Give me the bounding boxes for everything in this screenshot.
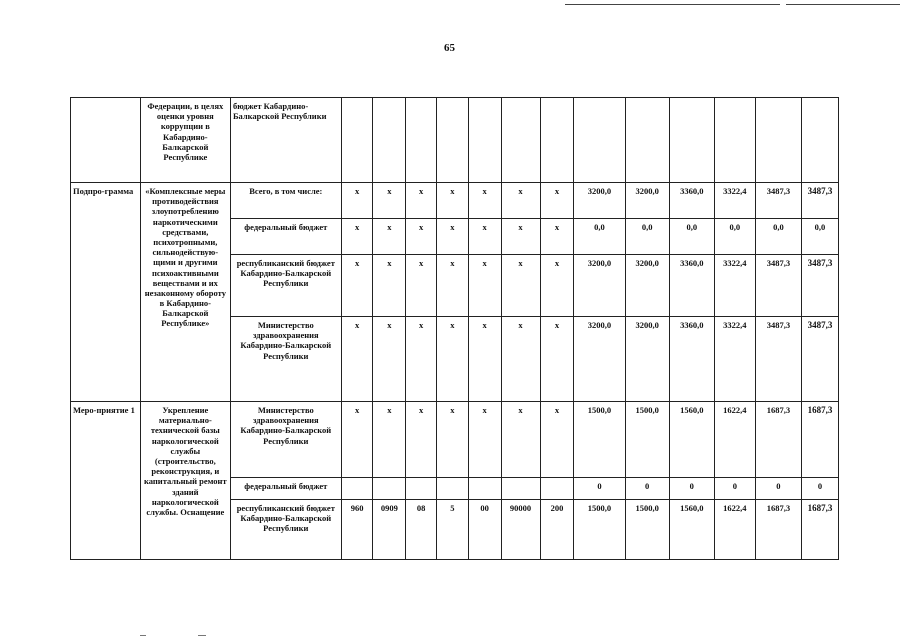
amount-cell	[574, 98, 625, 183]
amount-cell: 0,0	[755, 219, 801, 255]
funding-source-cell: федеральный бюджет	[230, 478, 341, 500]
amount-cell	[714, 98, 755, 183]
code-cell: х	[540, 402, 574, 478]
table-row	[71, 402, 839, 478]
amount-cell: 3487,3	[801, 317, 838, 402]
amount-cell: 0	[714, 478, 755, 500]
code-cell: х	[437, 183, 469, 219]
amount-cell: 3487,3	[755, 255, 801, 317]
funding-source-cell: республиканский бюджет Кабардино-Балкарской Республики	[230, 255, 341, 317]
amount-cell: 1687,3	[755, 402, 801, 478]
amount-cell: 1560,0	[669, 402, 714, 478]
budget-table	[70, 97, 839, 560]
code-cell: х	[501, 219, 540, 255]
amount-cell: 1687,3	[801, 402, 838, 478]
amount-cell: 1500,0	[574, 500, 625, 560]
code-cell: х	[341, 402, 373, 478]
code-cell: х	[341, 317, 373, 402]
code-cell	[540, 478, 574, 500]
amount-cell: 3200,0	[574, 183, 625, 219]
code-cell: х	[373, 317, 406, 402]
code-cell: х	[468, 183, 501, 219]
funding-source-cell: Министерство здравоохранения Кабардино-Балкарской Республики	[230, 402, 341, 478]
amount-cell: 3322,4	[714, 317, 755, 402]
funding-source-cell: Всего, в том числе:	[230, 183, 341, 219]
amount-cell: 3200,0	[625, 183, 669, 219]
code-cell: х	[437, 317, 469, 402]
code-cell: х	[437, 255, 469, 317]
code-cell: х	[406, 255, 437, 317]
code-cell: х	[406, 317, 437, 402]
amount-cell: 3487,3	[801, 255, 838, 317]
amount-cell	[669, 98, 714, 183]
code-cell: х	[341, 183, 373, 219]
code-cell: х	[406, 402, 437, 478]
code-cell: х	[540, 219, 574, 255]
amount-cell: 0,0	[574, 219, 625, 255]
amount-cell: 3322,4	[714, 255, 755, 317]
code-cell: х	[540, 255, 574, 317]
amount-cell: 3487,3	[755, 183, 801, 219]
amount-cell: 0,0	[801, 219, 838, 255]
funding-source-cell: Министерство здравоохранения Кабардино-Балкарской Республики	[230, 317, 341, 402]
amount-cell	[625, 98, 669, 183]
code-cell: х	[373, 402, 406, 478]
amount-cell: 1687,3	[755, 500, 801, 560]
table-row	[71, 98, 839, 183]
code-cell: х	[373, 219, 406, 255]
amount-cell: 0,0	[714, 219, 755, 255]
amount-cell: 0,0	[669, 219, 714, 255]
code-cell: х	[501, 255, 540, 317]
code-cell: х	[341, 219, 373, 255]
code-cell: х	[540, 317, 574, 402]
amount-cell: 3200,0	[574, 255, 625, 317]
code-cell: 960	[341, 500, 373, 560]
code-cell: х	[468, 255, 501, 317]
amount-cell: 1500,0	[625, 402, 669, 478]
code-cell	[501, 98, 540, 183]
code-cell: 08	[406, 500, 437, 560]
amount-cell: 0	[801, 478, 838, 500]
amount-cell: 3487,3	[801, 183, 838, 219]
table-row	[71, 183, 839, 219]
code-cell: х	[373, 183, 406, 219]
page-number: 65	[444, 42, 455, 54]
funding-source-cell: федеральный бюджет	[230, 219, 341, 255]
code-cell	[501, 478, 540, 500]
amount-cell: 0	[574, 478, 625, 500]
code-cell	[437, 478, 469, 500]
section-cell: Меро-приятие 1	[71, 402, 141, 560]
code-cell: 90000	[501, 500, 540, 560]
code-cell	[406, 98, 437, 183]
amount-cell: 3200,0	[574, 317, 625, 402]
amount-cell: 1687,3	[801, 500, 838, 560]
amount-cell: 0	[625, 478, 669, 500]
code-cell: х	[341, 255, 373, 317]
code-cell	[341, 98, 373, 183]
section-cell	[71, 98, 141, 183]
code-cell: х	[468, 219, 501, 255]
amount-cell: 1622,4	[714, 402, 755, 478]
code-cell	[540, 98, 574, 183]
amount-cell	[755, 98, 801, 183]
code-cell: х	[437, 402, 469, 478]
code-cell: 200	[540, 500, 574, 560]
amount-cell: 1622,4	[714, 500, 755, 560]
section-cell: Подпро-грамма	[71, 183, 141, 402]
funding-source-cell: республиканский бюджет Кабардино-Балкарской Республики	[230, 500, 341, 560]
code-cell	[406, 478, 437, 500]
description-cell: Укрепление материально-технической базы наркологической службы (строительство, реконструкция, и капитальный ремонт зданий наркологической службы. Оснащение	[140, 402, 230, 560]
code-cell: 0909	[373, 500, 406, 560]
code-cell	[373, 98, 406, 183]
amount-cell: 0	[755, 478, 801, 500]
amount-cell: 3322,4	[714, 183, 755, 219]
amount-cell: 0,0	[625, 219, 669, 255]
amount-cell: 3360,0	[669, 183, 714, 219]
description-cell: «Комплексные меры противодействия злоупотреблению наркотическими средствами, психотропными, сильнодействую-щими и другими психоактивными веществами и их незаконному обороту в Кабардино-Балкарской Республике»	[140, 183, 230, 402]
amount-cell: 3200,0	[625, 255, 669, 317]
code-cell: 5	[437, 500, 469, 560]
code-cell: х	[373, 255, 406, 317]
code-cell: х	[540, 183, 574, 219]
amount-cell: 1500,0	[625, 500, 669, 560]
scan-artifact	[140, 632, 210, 638]
code-cell: х	[501, 402, 540, 478]
code-cell	[341, 478, 373, 500]
code-cell: х	[501, 317, 540, 402]
description-cell: Федерации, в целях оценки уровня коррупции в Кабардино-Балкарской Республике	[140, 98, 230, 183]
amount-cell: 1500,0	[574, 402, 625, 478]
amount-cell: 3200,0	[625, 317, 669, 402]
amount-cell: 3360,0	[669, 255, 714, 317]
code-cell: х	[406, 183, 437, 219]
code-cell	[468, 98, 501, 183]
code-cell: х	[468, 402, 501, 478]
code-cell: х	[501, 183, 540, 219]
amount-cell: 1560,0	[669, 500, 714, 560]
code-cell	[437, 98, 469, 183]
amount-cell	[801, 98, 838, 183]
code-cell	[373, 478, 406, 500]
amount-cell: 3360,0	[669, 317, 714, 402]
code-cell	[468, 478, 501, 500]
header-rule	[565, 4, 900, 5]
amount-cell: 3487,3	[755, 317, 801, 402]
code-cell: х	[437, 219, 469, 255]
amount-cell: 0	[669, 478, 714, 500]
code-cell: 00	[468, 500, 501, 560]
code-cell: х	[406, 219, 437, 255]
funding-source-cell: бюджет Кабардино-Балкарской Республики	[230, 98, 341, 183]
code-cell: х	[468, 317, 501, 402]
